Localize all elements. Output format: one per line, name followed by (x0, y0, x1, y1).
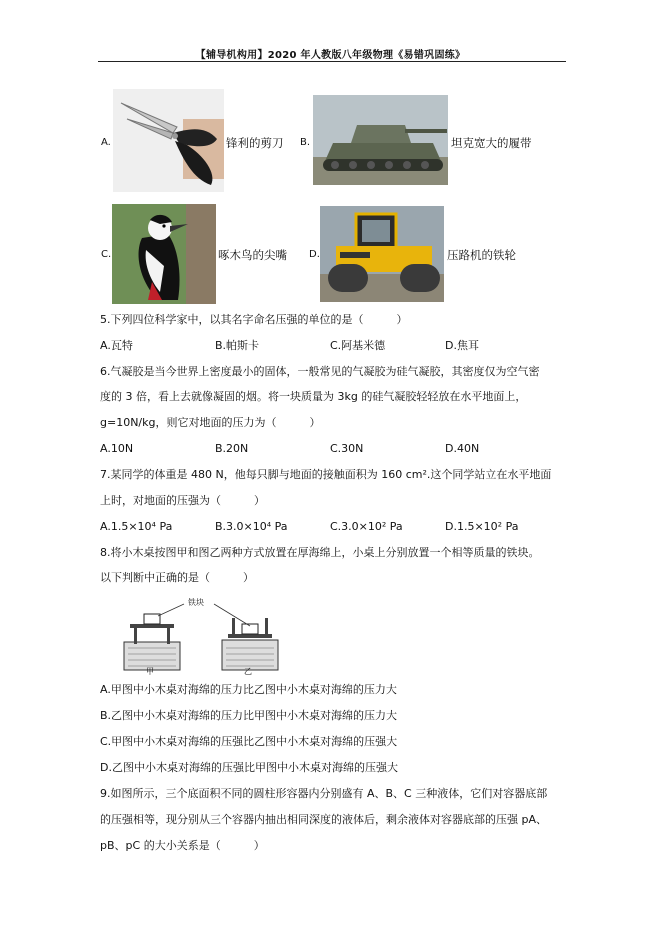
q4-option-a-letter: A. (101, 137, 111, 148)
q8-option-b: B.乙图中小木桌对海绵的压力比甲图中小木桌对海绵的压力大 (100, 709, 398, 722)
q6-stem-line2: 度的 3 倍，看上去就像凝固的烟。将一块质量为 3kg 的硅气凝胶轻轻放在水平地面上， (100, 390, 527, 403)
q4-option-d-letter: D. (309, 249, 320, 260)
q5-option-c: C.阿基米德 (330, 339, 386, 352)
q6-option-a: A.10N (100, 442, 134, 455)
q7-option-d: D.1.5×10² Pa (445, 520, 519, 533)
q6-option-b: B.20N (215, 442, 249, 455)
q8-stem-line2: 以下判断中正确的是（ ） (100, 571, 254, 584)
q6-stem-line3: g=10N/kg，则它对地面的压力为（ ） (100, 416, 321, 429)
woodpecker-photo (112, 204, 216, 304)
q5-option-a: A.瓦特 (100, 339, 133, 352)
q4-option-c-letter: C. (101, 249, 112, 260)
q9-stem-line2: 的压强相等，现分别从三个容器内抽出相同深度的液体后，剩余液体对容器底部的压强 pA、 (100, 813, 548, 826)
q5-option-d: D.焦耳 (445, 339, 479, 352)
scissors-photo (113, 89, 224, 192)
road-roller-photo (320, 206, 444, 302)
q4-option-a-caption: 锋利的剪刀 (226, 136, 284, 150)
q8-stem-line1: 8.将小木桌按图甲和图乙两种方式放置在厚海绵上，小桌上分别放置一个相等质量的铁块。 (100, 546, 540, 559)
q4-option-c-caption: 啄木鸟的尖嘴 (218, 248, 287, 262)
q5-option-b: B.帕斯卡 (215, 339, 260, 352)
q7-option-b: B.3.0×10⁴ Pa (215, 520, 288, 533)
q6-stem-line1: 6.气凝胶是当今世界上密度最小的固体，一般常见的气凝胶为硅气凝胶，其密度仅为空气密 (100, 365, 540, 378)
figure-label-b: 乙 (244, 667, 252, 676)
q8-option-a: A.甲图中小木桌对海绵的压力比乙图中小木桌对海绵的压力大 (100, 683, 397, 696)
q9-stem-line1: 9.如图所示，三个底面积不同的圆柱形容器内分别盛有 A、B、C 三种液体，它们对容器底部 (100, 787, 548, 800)
header-rule (98, 61, 566, 62)
figure-label-a: 甲 (146, 667, 154, 676)
q8-option-c: C.甲图中小木桌对海绵的压强比乙图中小木桌对海绵的压强大 (100, 735, 398, 748)
q7-stem-line1: 7.某同学的体重是 480 N，他每只脚与地面的接触面积为 160 cm².这个同学站立在水平地面 (100, 468, 552, 481)
page-header: 【辅导机构用】2020 年人教版八年级物理《易错巩固练》 (195, 50, 466, 61)
q4-option-b-letter: B. (300, 137, 311, 148)
q6-option-d: D.40N (445, 442, 480, 455)
q6-option-c: C.30N (330, 442, 364, 455)
tank-photo (313, 95, 448, 185)
figure-label-iron-block: 铁块 (188, 598, 204, 607)
q4-option-b-caption: 坦克宽大的履带 (451, 136, 532, 150)
q7-option-c: C.3.0×10² Pa (330, 520, 403, 533)
q7-option-a: A.1.5×10⁴ Pa (100, 520, 173, 533)
q4-option-d-caption: 压路机的铁轮 (447, 248, 516, 262)
q5-stem: 5.下列四位科学家中，以其名字命名压强的单位的是（ ） (100, 313, 408, 326)
q8-option-d: D.乙图中小木桌对海绵的压强比甲图中小木桌对海绵的压强大 (100, 761, 398, 774)
table-sponge-figure (118, 594, 298, 678)
q7-stem-line2: 上时，对地面的压强为（ ） (100, 494, 265, 507)
q9-stem-line3: pB、pC 的大小关系是（ ） (100, 839, 265, 852)
